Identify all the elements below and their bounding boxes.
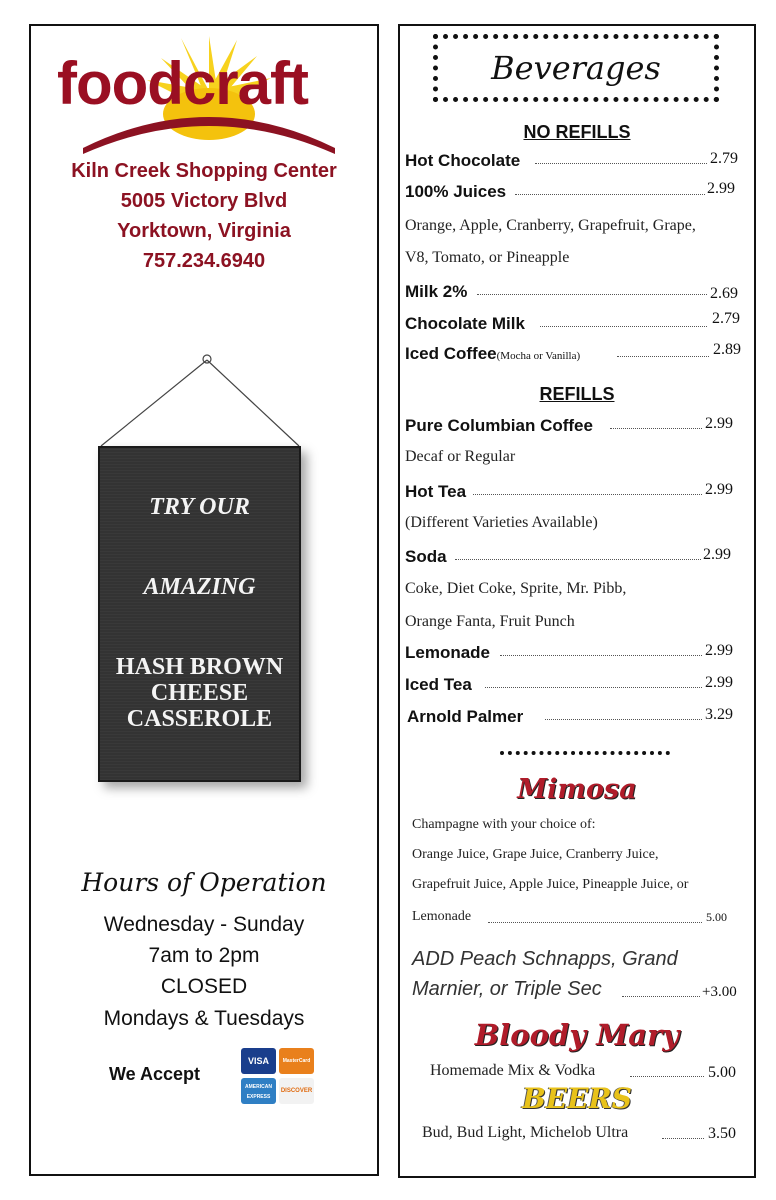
mastercard-icon: MasterCard bbox=[279, 1048, 314, 1074]
sign-line-5: CASSEROLE bbox=[126, 706, 273, 732]
menu-item-hot-tea: Hot Tea 2.99 bbox=[405, 481, 733, 501]
mimosa-line-4: Lemonade bbox=[412, 909, 472, 924]
info-panel bbox=[29, 24, 379, 1176]
sign-line-4: CHEESE bbox=[150, 680, 249, 706]
city-state: Yorktown, Virginia bbox=[117, 220, 291, 242]
mimosa-addon: ADD Peach Schnapps, Grand Marnier, or Triple Sec bbox=[412, 948, 678, 1000]
sign-line-2: AMAZING bbox=[143, 574, 256, 600]
menu-item-lemonade: Lemonade 2.99 bbox=[405, 642, 733, 662]
beers-price: 3.50 bbox=[708, 1125, 736, 1142]
discover-icon: DISCOVER bbox=[279, 1078, 314, 1104]
menu-item-soda: Soda 2.99 bbox=[405, 546, 731, 566]
street-address: 5005 Victory Blvd bbox=[120, 190, 288, 212]
beverages-title-box bbox=[433, 34, 719, 102]
bloody-mary-desc: Homemade Mix & Vodka bbox=[430, 1062, 596, 1079]
hours-title: Hours of Operation bbox=[81, 868, 327, 897]
soda-description-2: Orange Fanta, Fruit Punch bbox=[405, 613, 575, 630]
menu-item-iced-tea: Iced Tea 2.99 bbox=[405, 674, 733, 694]
we-accept-label: We Accept bbox=[109, 1064, 201, 1084]
juice-description-2: V8, Tomato, or Pineapple bbox=[405, 249, 570, 266]
coffee-description: Decaf or Regular bbox=[405, 448, 516, 465]
bloody-mary-price: 5.00 bbox=[708, 1064, 736, 1081]
menu-item-juices: 100% Juices 2.99 bbox=[405, 180, 735, 201]
visa-icon: VISA bbox=[241, 1048, 276, 1074]
beers-desc: Bud, Bud Light, Michelob Ultra bbox=[422, 1124, 629, 1141]
phone-number: 757.234.6940 bbox=[142, 250, 266, 272]
mimosa-line-1: Champagne with your choice of: bbox=[412, 817, 596, 832]
menu-item-arnold-palmer: Arnold Palmer 3.29 bbox=[407, 706, 733, 726]
mimosa-title: Mimosa bbox=[517, 774, 637, 805]
beers-title: BEERS bbox=[522, 1082, 632, 1115]
logo-wordmark: foodcraft bbox=[57, 50, 308, 117]
no-refills-heading: NO REFILLS bbox=[523, 122, 631, 142]
menu-item-iced-coffee: Iced Coffee(Mocha or Vanilla) 2.89 bbox=[405, 341, 741, 363]
bloody-mary-title: Bloody Mary bbox=[474, 1018, 680, 1052]
addon-price: +3.00 bbox=[702, 984, 737, 1000]
payment-cards bbox=[241, 1048, 315, 1106]
sign-line-1: TRY OUR bbox=[149, 494, 250, 520]
hours-days: Wednesday - Sunday bbox=[103, 913, 305, 936]
mimosa-line-3: Grapefruit Juice, Apple Juice, Pineapple Juice, or bbox=[412, 877, 689, 892]
hours-closed-days: Mondays & Tuesdays bbox=[103, 1007, 305, 1030]
beverages-title: Beverages bbox=[491, 49, 661, 87]
beverage-menu bbox=[398, 24, 756, 1178]
menu-item-milk: Milk 2% 2.69 bbox=[405, 282, 738, 302]
menu-item-coffee: Pure Columbian Coffee 2.99 bbox=[405, 415, 733, 435]
juice-description-1: Orange, Apple, Cranberry, Grapefruit, Grape, bbox=[405, 217, 696, 234]
sign-line-3: HASH BROWN bbox=[115, 654, 284, 680]
soda-description-1: Coke, Diet Coke, Sprite, Mr. Pibb, bbox=[405, 580, 627, 597]
menu-item-chocolate-milk: Chocolate Milk 2.79 bbox=[405, 310, 740, 333]
section-divider bbox=[500, 751, 670, 755]
hanging-wire bbox=[31, 26, 377, 456]
refills-heading: REFILLS bbox=[539, 384, 615, 404]
hours-time: 7am to 2pm bbox=[148, 944, 260, 967]
tea-description: (Different Varieties Available) bbox=[405, 514, 598, 531]
shopping-center: Kiln Creek Shopping Center bbox=[71, 160, 337, 182]
mimosa-price: 5.00 bbox=[706, 910, 727, 924]
amex-icon: AMERICAN EXPRESS bbox=[241, 1078, 276, 1104]
chalkboard-sign bbox=[98, 446, 301, 782]
hours-closed: CLOSED bbox=[160, 975, 248, 998]
mimosa-line-2: Orange Juice, Grape Juice, Cranberry Juice, bbox=[412, 847, 659, 862]
menu-item-hot-chocolate: Hot Chocolate 2.79 bbox=[405, 150, 738, 170]
